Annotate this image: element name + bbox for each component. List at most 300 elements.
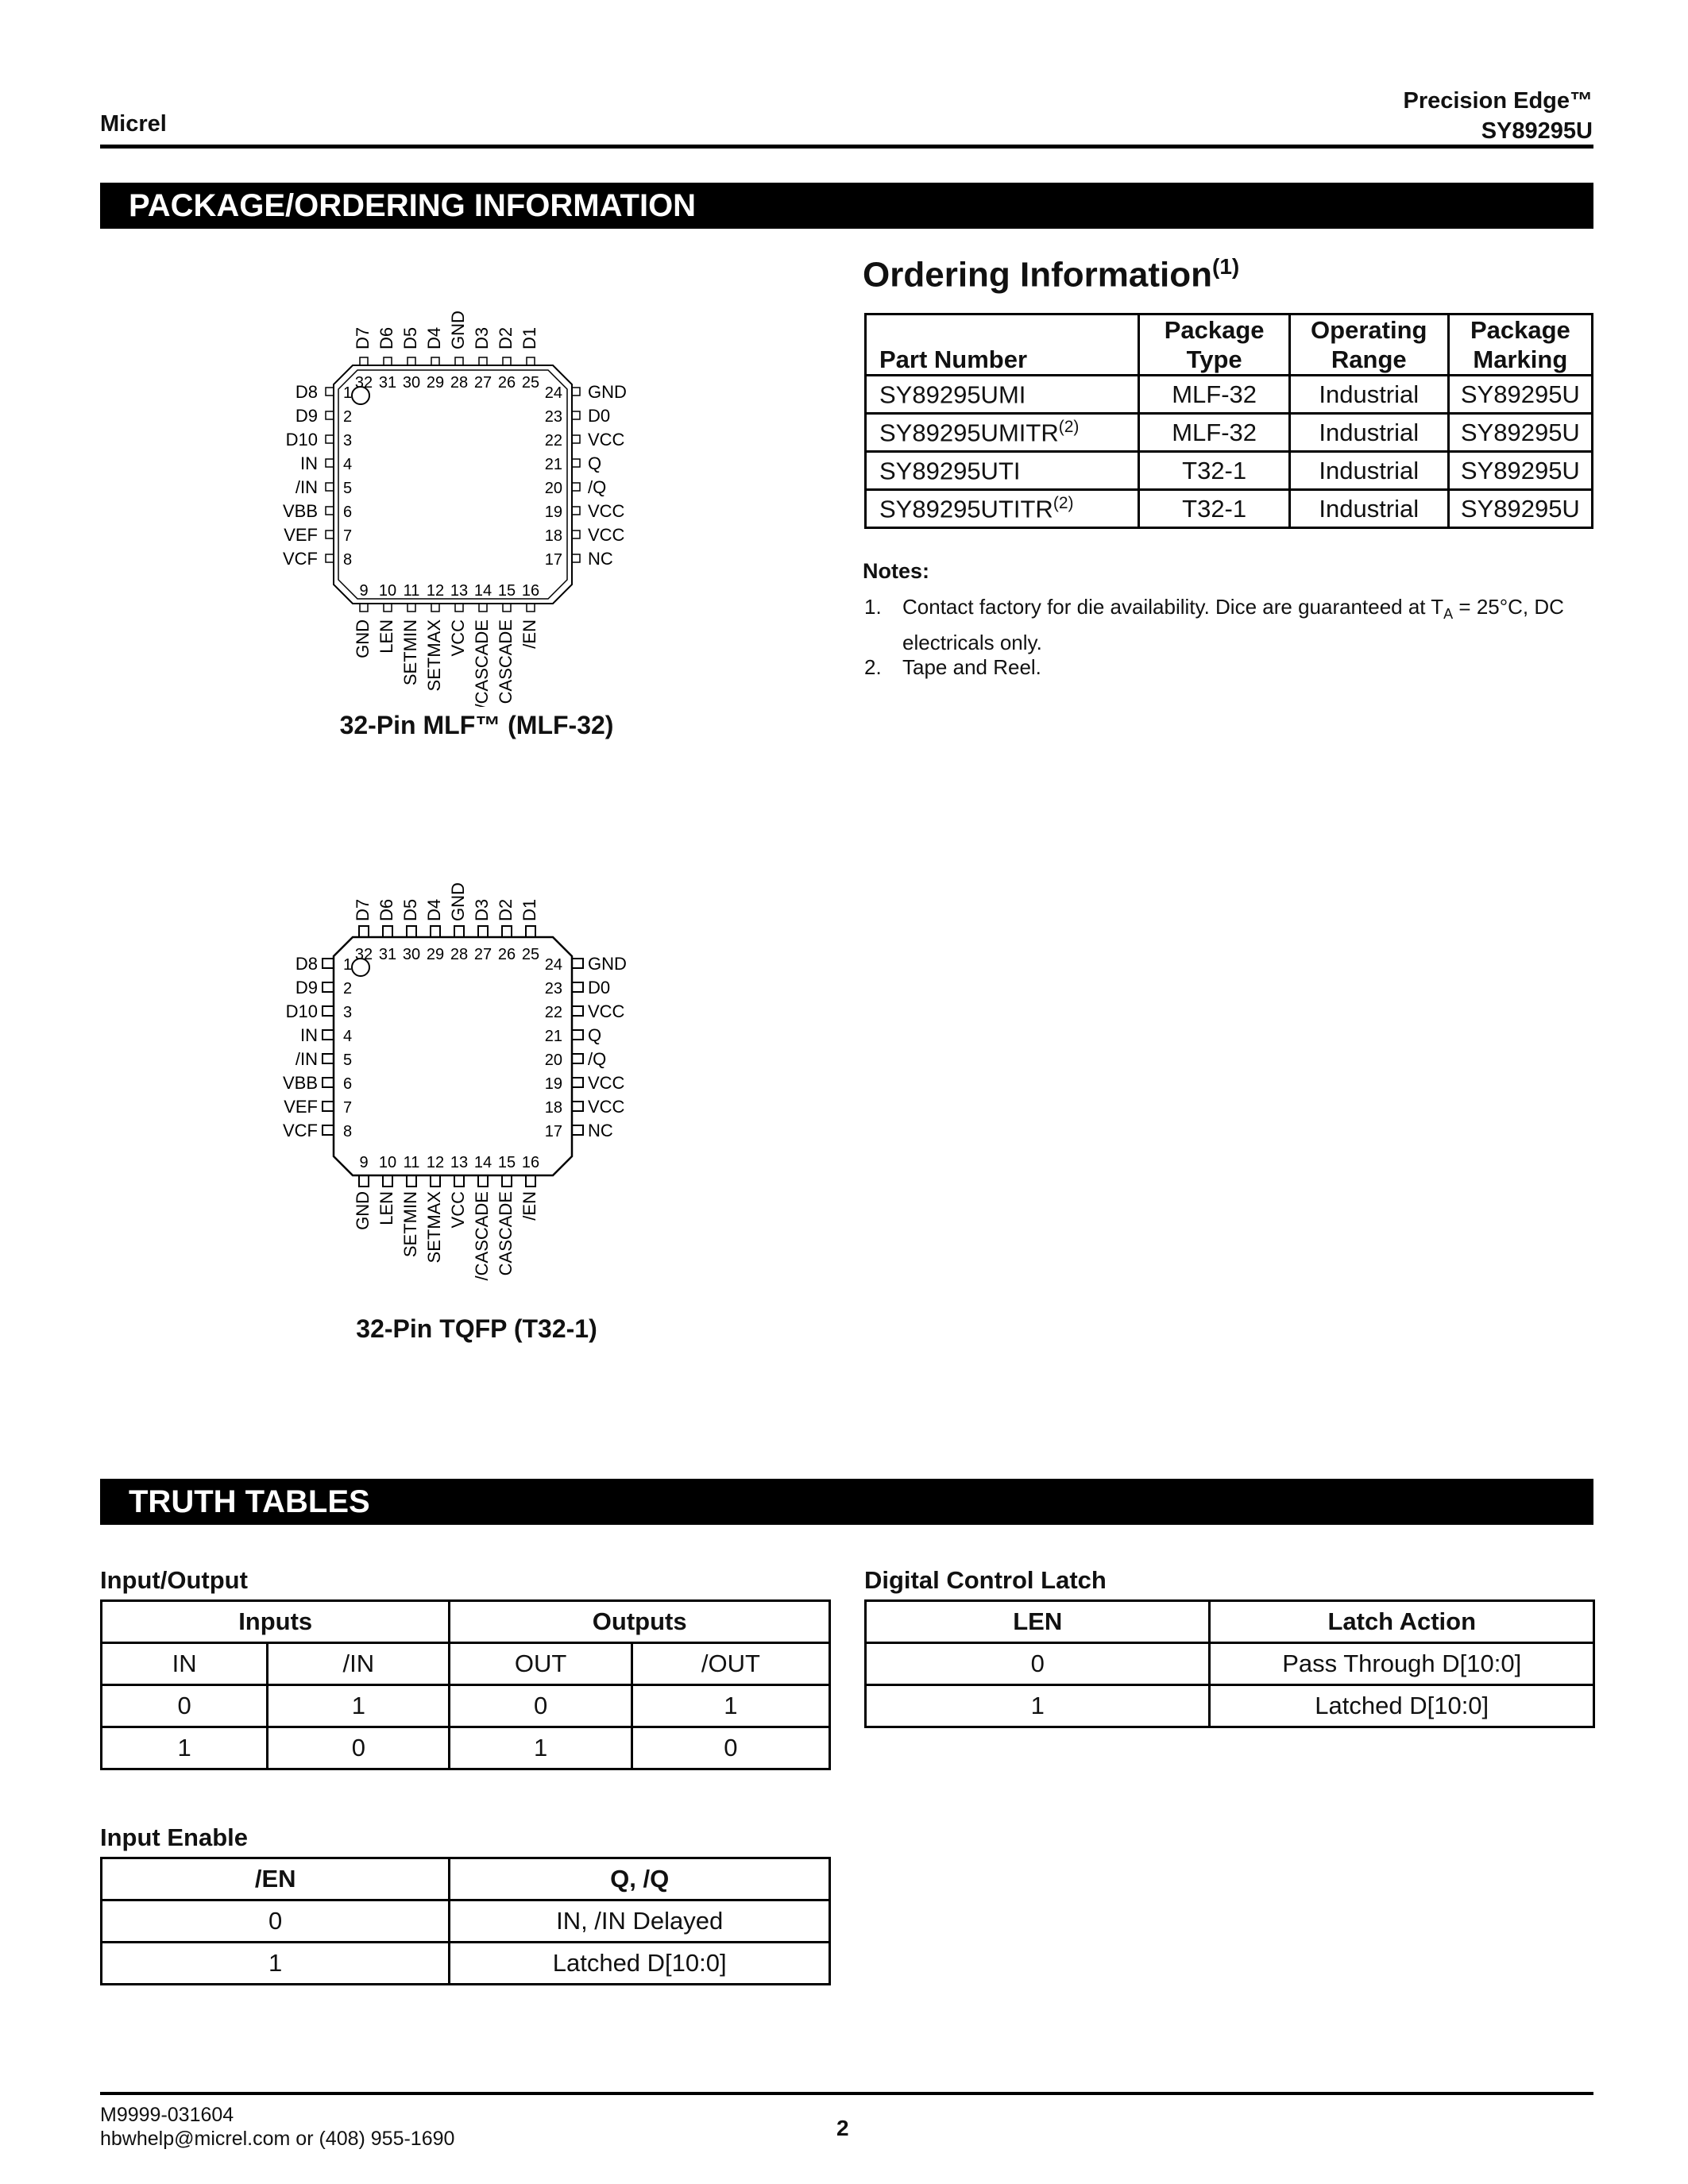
table-row (866, 490, 1593, 528)
cell-part (866, 452, 1139, 490)
left-pin-lead (323, 1102, 334, 1111)
left-pin-label: D9 (295, 978, 318, 997)
left-pin-label: D10 (285, 430, 318, 450)
left-pin-label: D10 (285, 1001, 318, 1021)
top-pin-number: 31 (378, 946, 397, 963)
top-pin-label: D3 (472, 898, 492, 921)
right-pin-pad (572, 507, 580, 515)
part-text: SY89295UMI (879, 380, 1026, 409)
header-rule (100, 145, 1593, 149)
cell-range: Industrial (1289, 490, 1448, 528)
left-pin-lead (323, 1006, 334, 1016)
bottom-pin-label: GND (353, 619, 373, 658)
cell-marking: SY89295U (1448, 452, 1592, 490)
top-pin-pad (360, 357, 368, 365)
footer-rule (100, 2092, 1593, 2095)
col-latch-action: Latch Action (1210, 1601, 1594, 1643)
bottom-pin-number: 12 (426, 582, 445, 600)
bottom-pin-pad (384, 604, 392, 612)
bottom-pin-pad (479, 604, 487, 612)
cell-out: 0 (450, 1685, 632, 1727)
mlf-pinout-diagram (238, 262, 715, 740)
left-pin-number: 2 (343, 408, 353, 426)
right-pin-number: 19 (544, 504, 562, 521)
right-pin-lead (572, 1030, 583, 1040)
top-pin-lead (526, 926, 535, 937)
right-pin-number: 18 (544, 527, 562, 545)
top-pin-pad (527, 357, 535, 365)
left-pin-label: /IN (295, 1049, 318, 1069)
bottom-pin-label: /CASCADE (472, 619, 492, 707)
note-1 (864, 592, 1595, 656)
mlf-caption: 32-Pin MLF™ (MLF-32) (339, 711, 614, 739)
cell-in: 0 (102, 1685, 268, 1727)
left-pin-number: 5 (343, 1051, 353, 1069)
ordering-table (864, 313, 1593, 529)
right-pin-lead (572, 982, 583, 992)
table-row (102, 1943, 830, 1985)
note-subscript: A (1443, 606, 1454, 623)
bottom-pin-number: 14 (473, 1154, 492, 1171)
latch-table (864, 1599, 1595, 1728)
bottom-pin-number: 15 (497, 1154, 516, 1171)
right-pin-pad (572, 435, 580, 443)
col-package-marking (1448, 314, 1592, 376)
ordering-title (863, 254, 1239, 295)
right-pin-lead (572, 1125, 583, 1135)
cell-latch-action: Latched D[10:0] (1210, 1685, 1594, 1727)
right-pin-number: 24 (544, 384, 562, 402)
col-package-type-line1: Package (1164, 316, 1265, 344)
tqfp-caption: 32-Pin TQFP (T32-1) (356, 1314, 597, 1343)
top-pin-number: 30 (402, 374, 421, 392)
left-pin-number: 2 (343, 980, 353, 997)
bottom-pin-number: 9 (359, 1154, 369, 1171)
top-pin-label: D2 (496, 898, 516, 921)
package-outline (334, 365, 572, 604)
top-pin-number: 32 (354, 374, 373, 392)
col-len: LEN (866, 1601, 1210, 1643)
bottom-pin-label: CASCADE (496, 1191, 516, 1276)
footer-info (100, 2103, 454, 2151)
col-out-bar: /OUT (632, 1643, 829, 1685)
top-pin-lead (454, 926, 464, 937)
col-in-bar: /IN (268, 1643, 450, 1685)
note-text-a: Contact factory for die availability. Dice are guaranteed at T (902, 595, 1444, 619)
section-package-ordering: PACKAGE/ORDERING INFORMATION (100, 183, 1593, 229)
bottom-pin-lead (383, 1175, 392, 1187)
bottom-pin-label: /CASCADE (472, 1191, 492, 1281)
ordering-title-note: (1) (1212, 254, 1240, 279)
top-pin-label: D4 (424, 326, 444, 349)
bottom-pin-lead (502, 1175, 512, 1187)
table-row (102, 1685, 830, 1727)
company-name: Micrel (100, 111, 167, 137)
right-pin-number: 21 (544, 456, 562, 473)
input-enable-title: Input Enable (100, 1823, 248, 1851)
cell-in-bar: 1 (268, 1685, 450, 1727)
right-pin-pad (572, 411, 580, 419)
top-pin-lead (383, 926, 392, 937)
right-pin-label: NC (588, 1121, 613, 1140)
top-pin-number: 31 (378, 374, 397, 392)
latch-title: Digital Control Latch (864, 1566, 1107, 1594)
right-pin-number: 21 (544, 1028, 562, 1045)
package-inner-outline (338, 370, 567, 599)
note-number: 2. (864, 655, 882, 679)
bottom-pin-pad (503, 604, 511, 612)
table-row (866, 376, 1593, 414)
bottom-pin-lead (431, 1175, 440, 1187)
right-pin-pad (572, 483, 580, 491)
cell-q: IN, /IN Delayed (450, 1900, 830, 1943)
right-pin-number: 18 (544, 1099, 562, 1117)
top-pin-lead (478, 926, 488, 937)
cell-en-bar: 1 (102, 1943, 450, 1985)
bottom-pin-number: 11 (403, 1154, 420, 1171)
right-pin-pad (572, 388, 580, 396)
right-pin-number: 20 (544, 480, 562, 497)
top-pin-label: D1 (520, 326, 539, 349)
left-pin-label: D9 (295, 406, 318, 426)
top-pin-label: D6 (377, 326, 396, 349)
cell-part (866, 414, 1139, 452)
left-pin-label: VEF (284, 1097, 318, 1117)
right-pin-label: VCC (588, 430, 625, 450)
left-pin-label: VBB (282, 501, 318, 521)
right-pin-number: 24 (544, 956, 562, 974)
right-pin-lead (572, 1006, 583, 1016)
cell-marking: SY89295U (1448, 414, 1592, 452)
part-text: SY89295UMITR (879, 419, 1059, 447)
cell-out-bar: 1 (632, 1685, 829, 1727)
col-marking-line1: Package (1470, 316, 1570, 344)
bottom-pin-label: SETMAX (424, 1191, 444, 1264)
table-row (866, 414, 1593, 452)
top-pin-label: D2 (496, 326, 516, 349)
left-pin-label: D8 (295, 382, 318, 402)
header-product (1403, 86, 1593, 146)
cell-package: T32-1 (1139, 490, 1289, 528)
bottom-pin-number: 13 (450, 582, 469, 600)
left-pin-label: VBB (282, 1073, 318, 1093)
right-pin-label: GND (588, 382, 627, 402)
col-range-line1: Operating (1311, 316, 1427, 344)
bottom-pin-number: 10 (378, 582, 397, 600)
left-pin-label: /IN (295, 477, 318, 497)
top-pin-lead (407, 926, 416, 937)
top-pin-number: 26 (497, 374, 516, 392)
right-pin-pad (572, 554, 580, 562)
cell-len: 1 (866, 1685, 1210, 1727)
table-row (866, 1685, 1594, 1727)
left-pin-number: 7 (343, 1099, 353, 1117)
left-pin-lead (323, 1078, 334, 1087)
bottom-pin-label: /EN (520, 1191, 539, 1221)
bottom-pin-number: 12 (426, 1154, 445, 1171)
left-pin-label: VCF (283, 1121, 318, 1140)
right-pin-number: 20 (544, 1051, 562, 1069)
input-output-table (100, 1599, 831, 1770)
right-pin-number: 17 (544, 1123, 562, 1140)
left-pin-pad (326, 483, 334, 491)
left-pin-number: 4 (343, 1028, 353, 1045)
left-pin-number: 1 (343, 956, 353, 974)
right-pin-label: VCC (588, 1073, 625, 1093)
bottom-pin-number: 9 (359, 582, 369, 600)
bottom-pin-number: 16 (521, 582, 540, 600)
col-q: Q, /Q (450, 1858, 830, 1900)
cell-q: Latched D[10:0] (450, 1943, 830, 1985)
top-pin-label: D4 (424, 898, 444, 921)
right-pin-label: NC (588, 549, 613, 569)
top-pin-label: D3 (472, 326, 492, 349)
top-pin-lead (359, 926, 369, 937)
right-pin-label: /Q (588, 1049, 607, 1069)
right-pin-label: GND (588, 954, 627, 974)
contact: hbwhelp@micrel.com or (408) 955-1690 (100, 2128, 455, 2150)
note-text (902, 592, 1601, 657)
input-output-title: Input/Output (100, 1566, 248, 1594)
bottom-pin-lead (478, 1175, 488, 1187)
left-pin-number: 6 (343, 504, 353, 521)
right-pin-number: 17 (544, 551, 562, 569)
left-pin-number: 1 (343, 384, 353, 402)
left-pin-label: D8 (295, 954, 318, 974)
part-text: SY89295UTI (879, 457, 1021, 485)
left-pin-pad (326, 531, 334, 538)
top-pin-number: 26 (497, 946, 516, 963)
cell-out-bar: 0 (632, 1727, 829, 1769)
top-pin-pad (479, 357, 487, 365)
cell-part (866, 376, 1139, 414)
left-pin-label: VCF (283, 549, 318, 569)
col-range-line2: Range (1331, 345, 1407, 373)
tqfp-pinout-diagram (238, 834, 715, 1344)
part-note: (2) (1053, 493, 1074, 512)
right-pin-lead (572, 1054, 583, 1063)
bottom-pin-number: 10 (378, 1154, 397, 1171)
left-pin-pad (326, 388, 334, 396)
top-pin-label: D1 (520, 898, 539, 921)
top-pin-number: 32 (354, 946, 373, 963)
bottom-pin-lead (359, 1175, 369, 1187)
part-text: SY89295UTITR (879, 495, 1053, 523)
col-out: OUT (450, 1643, 632, 1685)
left-pin-label: IN (300, 453, 318, 473)
bottom-pin-pad (360, 604, 368, 612)
top-pin-number: 29 (426, 374, 445, 392)
bottom-pin-label: SETMAX (424, 619, 444, 692)
right-pin-pad (572, 531, 580, 538)
cell-in: 1 (102, 1727, 268, 1769)
left-pin-pad (326, 507, 334, 515)
top-pin-number: 27 (473, 946, 492, 963)
top-pin-number: 25 (521, 946, 540, 963)
mlf-pinout-svg (238, 262, 715, 707)
cell-part (866, 490, 1139, 528)
col-package-type-line2: Type (1186, 345, 1242, 373)
doc-number: M9999-031604 (100, 2104, 234, 2126)
table-row (102, 1727, 830, 1769)
top-pin-pad (455, 357, 463, 365)
top-pin-label: D7 (353, 898, 373, 921)
table-row (866, 1643, 1594, 1685)
left-pin-pad (326, 459, 334, 467)
right-pin-number: 22 (544, 432, 562, 450)
table-row (102, 1900, 830, 1943)
left-pin-pad (326, 554, 334, 562)
bottom-pin-label: SETMIN (400, 1191, 420, 1258)
cell-in-bar: 0 (268, 1727, 450, 1769)
cell-marking: SY89295U (1448, 490, 1592, 528)
part-note: (2) (1058, 417, 1080, 436)
right-pin-label: VCC (588, 501, 625, 521)
product-line: Precision Edge™ (1403, 88, 1593, 114)
part-number: SY89295U (1481, 118, 1593, 144)
right-pin-number: 23 (544, 408, 562, 426)
tqfp-pinout-svg (238, 834, 715, 1310)
top-pin-number: 29 (426, 946, 445, 963)
top-pin-number: 28 (450, 374, 469, 392)
top-pin-label: GND (448, 882, 468, 921)
table-row (866, 452, 1593, 490)
top-pin-label: D5 (400, 898, 420, 921)
bottom-pin-label: GND (353, 1191, 373, 1230)
col-part-number: Part Number (866, 314, 1139, 376)
bottom-pin-label: SETMIN (400, 619, 420, 686)
top-pin-number: 28 (450, 946, 469, 963)
top-pin-label: GND (448, 311, 468, 349)
right-pin-pad (572, 459, 580, 467)
left-pin-number: 5 (343, 480, 353, 497)
note-text: Tape and Reel. (902, 655, 1041, 679)
right-pin-number: 23 (544, 980, 562, 997)
left-pin-number: 3 (343, 432, 353, 450)
right-pin-label: VCC (588, 1001, 625, 1021)
bottom-pin-number: 13 (450, 1154, 469, 1171)
left-pin-lead (323, 959, 334, 968)
right-pin-label: Q (588, 1025, 602, 1045)
top-pin-pad (408, 357, 415, 365)
bottom-pin-label: LEN (377, 619, 396, 654)
cell-len: 0 (866, 1643, 1210, 1685)
top-pin-pad (384, 357, 392, 365)
column-header-row (102, 1858, 830, 1900)
bottom-pin-pad (431, 604, 439, 612)
right-pin-lead (572, 1102, 583, 1111)
note-number: 1. (864, 595, 882, 619)
col-marking-line2: Marking (1473, 345, 1568, 373)
col-operating-range (1289, 314, 1448, 376)
col-in: IN (102, 1643, 268, 1685)
package-outline (334, 937, 572, 1175)
left-pin-label: IN (300, 1025, 318, 1045)
bottom-pin-lead (526, 1175, 535, 1187)
bottom-pin-number: 11 (403, 582, 420, 600)
left-pin-pad (326, 435, 334, 443)
left-pin-number: 7 (343, 527, 353, 545)
right-pin-label: VCC (588, 1097, 625, 1117)
bottom-pin-label: /EN (520, 619, 539, 649)
right-pin-lead (572, 1078, 583, 1087)
top-pin-pad (503, 357, 511, 365)
ordering-title-text: Ordering Information (863, 255, 1212, 295)
bottom-pin-number: 16 (521, 1154, 540, 1171)
cell-range: Industrial (1289, 414, 1448, 452)
cell-out: 1 (450, 1727, 632, 1769)
left-pin-lead (323, 1125, 334, 1135)
cell-marking: SY89295U (1448, 376, 1592, 414)
notes-title: Notes: (863, 559, 930, 583)
right-pin-label: Q (588, 453, 602, 473)
right-pin-number: 22 (544, 1004, 562, 1021)
left-pin-number: 6 (343, 1075, 353, 1093)
group-outputs: Outputs (450, 1601, 830, 1643)
top-pin-lead (431, 926, 440, 937)
right-pin-number: 19 (544, 1075, 562, 1093)
page-number: 2 (836, 2116, 849, 2140)
bottom-pin-lead (454, 1175, 464, 1187)
bottom-pin-pad (527, 604, 535, 612)
right-pin-label: D0 (588, 406, 611, 426)
left-pin-label: VEF (284, 525, 318, 545)
col-en-bar: /EN (102, 1858, 450, 1900)
bottom-pin-lead (407, 1175, 416, 1187)
cell-package: MLF-32 (1139, 376, 1289, 414)
left-pin-lead (323, 982, 334, 992)
bottom-pin-number: 15 (497, 582, 516, 600)
top-pin-lead (502, 926, 512, 937)
top-pin-label: D7 (353, 326, 373, 349)
top-pin-number: 27 (473, 374, 492, 392)
left-pin-number: 4 (343, 456, 353, 473)
note-text-b: = 25°C, DC electricals only. (902, 595, 1564, 655)
right-pin-label: D0 (588, 978, 611, 997)
ordering-header-row (866, 314, 1593, 376)
top-pin-number: 25 (521, 374, 540, 392)
top-pin-label: D6 (377, 898, 396, 921)
left-pin-lead (323, 1030, 334, 1040)
right-pin-lead (572, 959, 583, 968)
cell-package: T32-1 (1139, 452, 1289, 490)
note-2 (864, 653, 1595, 685)
cell-package: MLF-32 (1139, 414, 1289, 452)
cell-range: Industrial (1289, 452, 1448, 490)
right-pin-label: /Q (588, 477, 607, 497)
bottom-pin-pad (455, 604, 463, 612)
top-pin-label: D5 (400, 326, 420, 349)
bottom-pin-pad (408, 604, 415, 612)
group-inputs: Inputs (102, 1601, 450, 1643)
group-header-row (102, 1601, 830, 1643)
left-pin-lead (323, 1054, 334, 1063)
bottom-pin-label: LEN (377, 1191, 396, 1225)
column-header-row (866, 1601, 1594, 1643)
bottom-pin-number: 14 (473, 582, 492, 600)
right-pin-label: VCC (588, 525, 625, 545)
bottom-pin-label: VCC (448, 619, 468, 657)
left-pin-number: 8 (343, 551, 353, 569)
bottom-pin-label: CASCADE (496, 619, 516, 704)
left-pin-pad (326, 411, 334, 419)
left-pin-number: 3 (343, 1004, 353, 1021)
bottom-pin-label: VCC (448, 1191, 468, 1229)
cell-latch-action: Pass Through D[10:0] (1210, 1643, 1594, 1685)
cell-range: Industrial (1289, 376, 1448, 414)
section-truth-tables: TRUTH TABLES (100, 1479, 1593, 1525)
left-pin-number: 8 (343, 1123, 353, 1140)
